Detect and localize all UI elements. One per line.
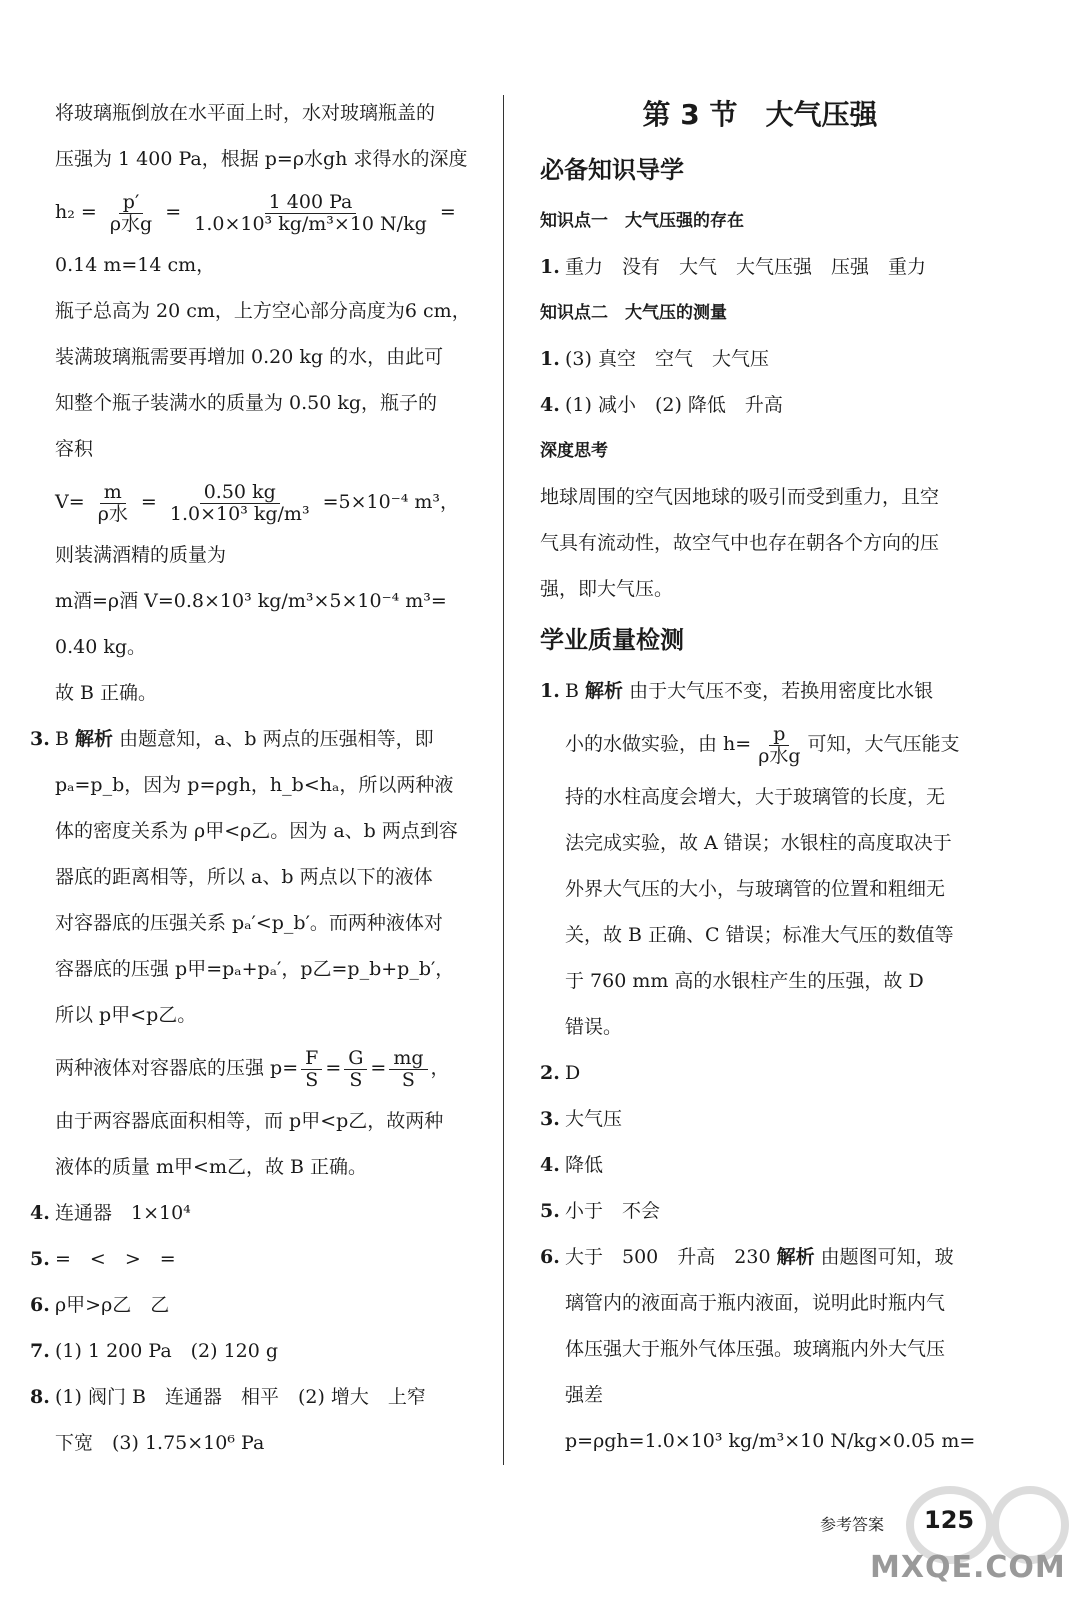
equation-volume bbox=[30, 472, 470, 532]
item-number: 1. bbox=[540, 680, 560, 702]
answer-text: 降低 bbox=[565, 1154, 604, 1176]
text-line: 关，故 B 正确、C 错误；标准大气压的数值等 bbox=[565, 924, 954, 946]
text-line: 由题意知，a、b 两点的压强相等，即 bbox=[119, 728, 434, 750]
answer-choice: B bbox=[55, 728, 69, 750]
text-line: 体压强大于瓶外气体压强。玻璃瓶内外大气压 bbox=[565, 1338, 946, 1360]
text-line: 于 760 mm 高的水银柱产生的压强，故 D bbox=[565, 970, 924, 992]
text-line: m酒=ρ酒 V=0.8×10³ kg/m³×5×10⁻⁴ m³= bbox=[55, 590, 447, 612]
text-line: 外界大气压的大小，与玻璃管的位置和粗细无 bbox=[565, 878, 946, 900]
answer-item-6 bbox=[540, 1234, 980, 1280]
text-line: 气具有流动性，故空气中也存在朝各个方向的压 bbox=[540, 532, 940, 554]
text-segment: 小的水做实验，由 h= bbox=[565, 733, 752, 755]
answer-item-4 bbox=[540, 1142, 980, 1188]
item-number: 6. bbox=[540, 1246, 560, 1268]
answer-item-8 bbox=[30, 1374, 470, 1420]
fraction-numerator: F bbox=[301, 1048, 322, 1070]
text-line: 对容器底的压强关系 pₐ′<p_b′。而两种液体对 bbox=[55, 912, 443, 934]
fraction-denominator: S bbox=[401, 1068, 415, 1091]
equation-height bbox=[540, 714, 980, 774]
answer-text: 小于 不会 bbox=[565, 1200, 661, 1222]
answer-text: 大气压 bbox=[565, 1108, 623, 1130]
answer-choice: B bbox=[565, 680, 579, 702]
answer-item-3 bbox=[540, 1096, 980, 1142]
text-line: 将玻璃瓶倒放在水平面上时，水对玻璃瓶盖的 bbox=[55, 102, 436, 124]
answer-text: ρ甲>ρ乙 乙 bbox=[55, 1294, 170, 1316]
fraction-numerator: p bbox=[769, 724, 789, 746]
answer-item-5 bbox=[30, 1236, 470, 1282]
text-line: 强差 bbox=[565, 1384, 604, 1406]
heading-guide: 必备知识导学 bbox=[540, 156, 684, 184]
text-line: 下宽 (3) 1.75×10⁶ Pa bbox=[55, 1432, 265, 1454]
answer-item-3 bbox=[30, 716, 470, 762]
analysis-tag: 解析 bbox=[75, 728, 114, 750]
fraction bbox=[301, 1048, 322, 1091]
fraction-denominator: S bbox=[305, 1068, 319, 1091]
equation-pressure bbox=[30, 1038, 470, 1098]
text-line: 容积 bbox=[55, 438, 94, 460]
fraction-denominator: 1.0×10³ kg/m³ bbox=[169, 502, 310, 525]
text-line: 地球周围的空气因地球的吸引而受到重力，且空 bbox=[540, 486, 940, 508]
item-number: 1. bbox=[540, 348, 560, 370]
text-line: 装满玻璃瓶需要再增加 0.20 kg 的水，由此可 bbox=[55, 346, 444, 368]
fraction-numerator: 1 400 Pa bbox=[265, 192, 357, 214]
text-line: 知整个瓶子装满水的质量为 0.50 kg，瓶子的 bbox=[55, 392, 438, 414]
section-title: 第 3 节 大气压强 bbox=[642, 98, 878, 131]
fraction-numerator: mg bbox=[389, 1048, 427, 1070]
answer-text: (1) 阀门 B 连通器 相平 (2) 增大 上窄 bbox=[55, 1386, 426, 1408]
fraction-numerator: 0.50 kg bbox=[200, 482, 280, 504]
eq-sign: = bbox=[325, 1057, 342, 1079]
text-line: 容器底的压强 p甲=pₐ+pₐ′，p乙=p_b+p_b′， bbox=[55, 958, 455, 980]
fraction bbox=[166, 482, 314, 525]
fraction-numerator: p′ bbox=[119, 192, 143, 214]
fraction bbox=[106, 192, 156, 235]
text-segment: ， bbox=[430, 1057, 450, 1079]
item-number: 4. bbox=[540, 1154, 560, 1176]
text-line: 0.14 m=14 cm， bbox=[55, 254, 216, 276]
text-line: 0.40 kg。 bbox=[55, 636, 147, 658]
text-line: 故 B 正确。 bbox=[55, 682, 158, 704]
text-line: 法完成实验，故 A 错误；水银柱的高度取决于 bbox=[565, 832, 952, 854]
item-number: 4. bbox=[540, 394, 560, 416]
item-number: 5. bbox=[30, 1248, 50, 1270]
page-number: 125 bbox=[924, 1506, 975, 1534]
text-line: 体的密度关系为 ρ甲<ρ乙。因为 a、b 两点到容 bbox=[55, 820, 458, 842]
answer-text: (3) 真空 空气 大气压 bbox=[565, 348, 769, 370]
fraction-denominator: ρ水 bbox=[97, 502, 128, 525]
text-line: 器底的距离相等，所以 a、b 两点以下的液体 bbox=[55, 866, 433, 888]
answer-text: (1) 减小 (2) 降低 升高 bbox=[565, 394, 783, 416]
answer-item-6 bbox=[30, 1282, 470, 1328]
text-line: 由于两容器底面积相等，而 p甲<p乙，故两种 bbox=[55, 1110, 444, 1132]
eq-tail: = bbox=[439, 201, 456, 223]
left-column bbox=[30, 90, 470, 1466]
item-number: 3. bbox=[30, 728, 50, 750]
answer-text: (1) 1 200 Pa (2) 120 g bbox=[55, 1340, 279, 1362]
column-divider bbox=[503, 95, 504, 1465]
item-number: 1. bbox=[540, 256, 560, 278]
footer-label: 参考答案 bbox=[820, 1515, 885, 1534]
answer-item-4 bbox=[30, 1190, 470, 1236]
item-number: 8. bbox=[30, 1386, 50, 1408]
fraction-denominator: 1.0×10³ kg/m³×10 N/kg bbox=[194, 212, 427, 235]
answer-item-2 bbox=[540, 1050, 980, 1096]
text-line: 所以 p甲<p乙。 bbox=[55, 1004, 197, 1026]
heading-knowledge-point-2: 知识点二 大气压的测量 bbox=[540, 303, 727, 323]
fraction-denominator: ρ水g bbox=[109, 212, 153, 235]
answer-item-7 bbox=[30, 1328, 470, 1374]
answer-item bbox=[540, 336, 980, 382]
answer-item-1 bbox=[540, 668, 980, 714]
text-line: 由于大气压不变，若换用密度比水银 bbox=[629, 680, 934, 702]
right-column bbox=[540, 90, 980, 1464]
answer-text: = < > = bbox=[55, 1248, 176, 1270]
analysis-tag: 解析 bbox=[585, 680, 624, 702]
fraction bbox=[389, 1048, 427, 1091]
text-line: 压强为 1 400 Pa，根据 p=ρ水gh 求得水的深度 bbox=[55, 148, 468, 170]
heading-knowledge-point-1: 知识点一 大气压强的存在 bbox=[540, 211, 744, 231]
eq-sign: = bbox=[370, 1057, 387, 1079]
text-line: 液体的质量 m甲<m乙，故 B 正确。 bbox=[55, 1156, 368, 1178]
eq-sign: = bbox=[165, 201, 182, 223]
eq-lhs: h₂ = bbox=[55, 201, 97, 223]
item-number: 7. bbox=[30, 1340, 50, 1362]
watermark-text: MXQE.COM bbox=[870, 1550, 1066, 1585]
answer-item bbox=[540, 244, 980, 290]
equation-depth bbox=[30, 182, 470, 242]
answer-item-5 bbox=[540, 1188, 980, 1234]
fraction bbox=[94, 482, 132, 525]
item-number: 5. bbox=[540, 1200, 560, 1222]
heading-quality-check: 学业质量检测 bbox=[540, 626, 684, 654]
answer-text: 连通器 1×10⁴ bbox=[55, 1202, 191, 1224]
text-line: 瓶子总高为 20 cm，上方空心部分高度为6 cm， bbox=[55, 300, 471, 322]
fraction bbox=[344, 1048, 367, 1091]
text-line: 由题图可知，玻 bbox=[820, 1246, 954, 1268]
fraction-numerator: m bbox=[100, 482, 126, 504]
item-number: 6. bbox=[30, 1294, 50, 1316]
text-line: p=ρgh=1.0×10³ kg/m³×10 N/kg×0.05 m= bbox=[565, 1430, 976, 1452]
text-line: 璃管内的液面高于瓶内液面，说明此时瓶内气 bbox=[565, 1292, 946, 1314]
fraction bbox=[754, 724, 804, 767]
analysis-tag: 解析 bbox=[776, 1246, 815, 1268]
heading-deep-thinking: 深度思考 bbox=[540, 441, 608, 461]
answer-item bbox=[540, 382, 980, 428]
text-line: 错误。 bbox=[565, 1016, 623, 1038]
item-number: 2. bbox=[540, 1062, 560, 1084]
fraction-denominator: ρ水g bbox=[758, 744, 801, 767]
item-number: 3. bbox=[540, 1108, 560, 1130]
answer-text: 重力 没有 大气 大气压强 压强 重力 bbox=[565, 256, 927, 278]
fraction-numerator: G bbox=[344, 1048, 367, 1070]
text-line: 强，即大气压。 bbox=[540, 578, 674, 600]
text-line: 则装满酒精的质量为 bbox=[55, 544, 227, 566]
item-number: 4. bbox=[30, 1202, 50, 1224]
answer-text: 大于 500 升高 230 bbox=[565, 1246, 771, 1268]
eq-tail: =5×10⁻⁴ m³， bbox=[322, 491, 460, 513]
fraction bbox=[190, 192, 431, 235]
answer-text: D bbox=[565, 1062, 581, 1084]
text-line: 持的水柱高度会增大，大于玻璃管的长度，无 bbox=[565, 786, 946, 808]
eq-lhs: V= bbox=[55, 491, 85, 513]
text-segment: 两种液体对容器底的压强 p= bbox=[55, 1057, 299, 1079]
eq-sign: = bbox=[140, 491, 157, 513]
text-segment: 可知，大气压能支 bbox=[807, 733, 960, 755]
fraction-denominator: S bbox=[349, 1068, 363, 1091]
text-line: pₐ=p_b，因为 p=ρgh，h_b<hₐ，所以两种液 bbox=[55, 774, 454, 796]
